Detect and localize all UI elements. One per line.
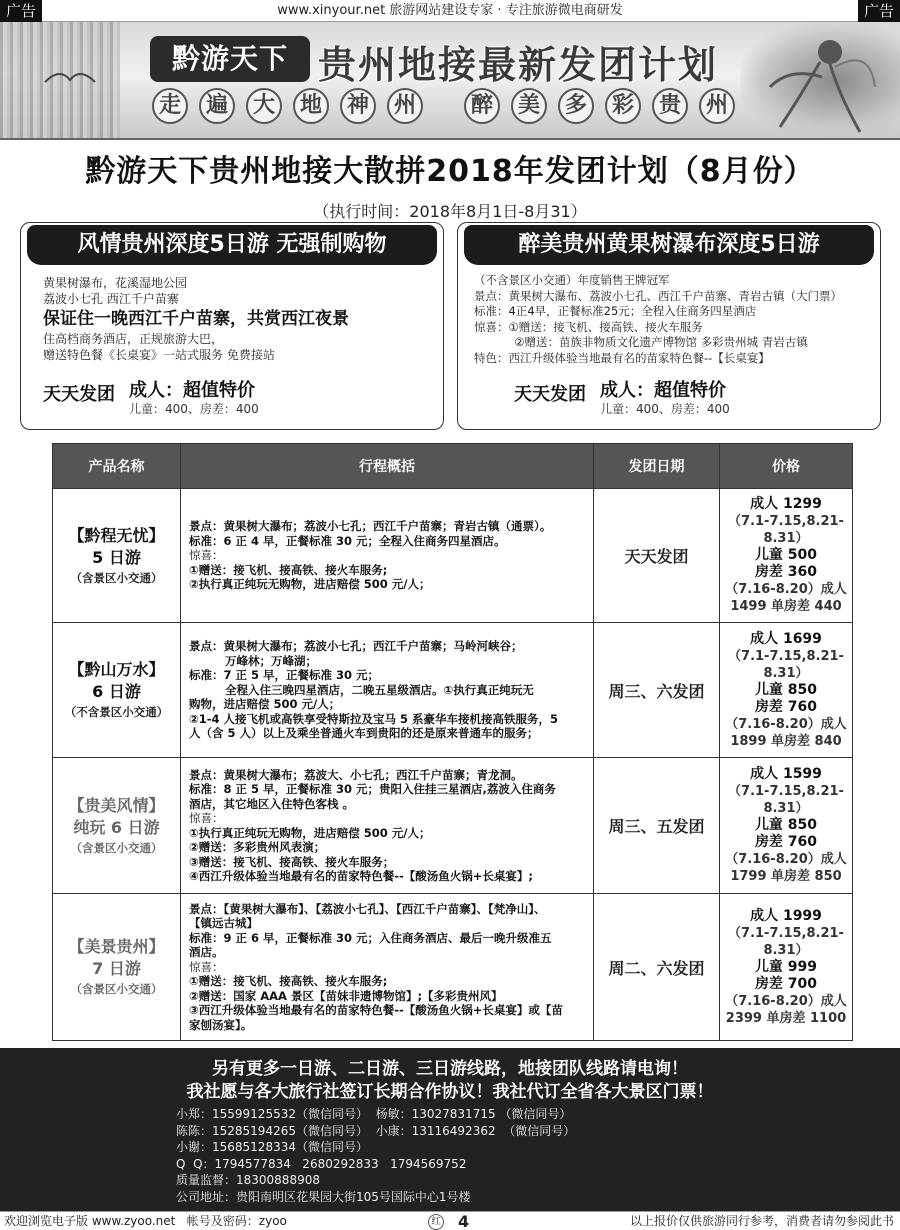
page-marker (428, 1213, 469, 1230)
promo-price-detail: 儿童：400、房差：400 (600, 402, 730, 416)
peak-price: （7.16-8.20）成人 1899 单房差 840 (725, 716, 847, 749)
promo-price: 成人：超值特价 (129, 380, 255, 401)
departure-date: 周三、六发团 (594, 623, 720, 758)
promo-price-detail: 儿童：400、房差：400 (129, 402, 259, 416)
departure-date: 周三、五发团 (594, 758, 720, 894)
itinerary-line: 购物，进店赔偿 500 元/人； (189, 697, 341, 712)
promo-line: 景点：黄果树大瀑布、荔波小七孔、西江千户苗寨、青岩古镇（大门票） (474, 288, 842, 303)
promo-line: 惊喜：①赠送：接飞机、接高铁、接火车服务 (474, 319, 703, 334)
itinerary-line: 全程入住三晚四星酒店，二晚五星级酒店。①执行真正纯玩无 (189, 682, 534, 697)
adult-price: 成人 1699 (750, 630, 822, 647)
product-days: 7 日游 (92, 959, 141, 978)
promo-line: 赠送特色餐《长桌宴》一站式服务 免费接站 (43, 348, 275, 362)
banner (0, 22, 900, 140)
top-bar-text: www.xinyour.net 旅游网站建设专家 · 专注旅游微电商研发 (277, 3, 623, 18)
promo-line: ②赠送：苗族非物质文化遗产博物馆 多彩贵州城 青岩古镇 (474, 335, 808, 349)
itinerary-line: 景点：黄果树大瀑布；荔波大、小七孔；西江千户苗寨；青龙洞。 (189, 767, 523, 782)
contact-line: 质量监督：18300888908 (176, 1173, 320, 1187)
contact-line: 陈陈：15285194265（微信同号） 小康：13116492362 （微信同号） (176, 1123, 576, 1138)
itinerary-line: 标准：7 正 5 早，正餐标准 30 元； (189, 668, 380, 683)
promo-line: 荔波小七孔 西江千户苗寨 (43, 292, 179, 306)
price-cell (720, 758, 853, 894)
slogan-char: 走 (152, 88, 188, 124)
bird-icon (40, 62, 100, 92)
adult-price: 成人 1599 (750, 766, 822, 782)
contact-line: 公司地址：贵阳南明区花果园大街105号国际中心1号楼 (176, 1189, 471, 1204)
tour-table (52, 443, 853, 1041)
column-header: 产品名称 (53, 444, 181, 489)
promo-body (474, 273, 870, 366)
contact-line: 小郑：15599125532（微信同号） 杨敏：13027831715 （微信同号） (176, 1107, 572, 1121)
column-header: 行程概括 (181, 444, 594, 489)
itinerary-line: ②1-4 人接飞机或高铁享受特斯拉及宝马 5 系豪华车接机接高铁服务，5 (189, 711, 559, 726)
itinerary-line: 万峰林；万峰湖； (189, 653, 318, 668)
product-cell (53, 758, 181, 894)
itinerary-line: ①赠送：接飞机、接高铁、接火车服务; (189, 974, 388, 989)
price-period: （7.1-7.15,8.21-8.31） (728, 514, 844, 546)
itinerary-line: 惊喜： (189, 959, 224, 974)
itinerary-line: 景点：黄果树大瀑布；荔波小七孔；西江千户苗寨；马岭河峡谷； (189, 639, 523, 654)
slogan-char: 地 (293, 88, 329, 124)
itinerary-line: 人（含 5 人）以上及乘坐普通火车到贵阳的还是原来普通车的服务； (189, 726, 539, 741)
itinerary-line: ③西江升级体验当地最有名的苗家特色餐--【酸汤鱼火锅+长桌宴】或【苗 (189, 1003, 563, 1018)
footer-announcement (0, 1058, 900, 1104)
banner-title: 贵州地接最新发团计划 (318, 43, 719, 87)
room-price: 房差 760 (754, 698, 818, 715)
product-name: 【美景贵州】 (68, 937, 165, 956)
promo-footer (514, 380, 730, 417)
peak-price: （7.16-8.20）成人 2399 单房差 1100 (725, 993, 847, 1026)
footer-line: 我社愿与各大旅行社签订长期合作协议！我社代订全省各大景区门票！ (186, 1082, 714, 1102)
itinerary-cell (181, 758, 594, 894)
itinerary-line: 酒店，其它地区入住特色客栈 。 (189, 796, 355, 811)
promo-line: 特色：西江升级体验当地最有名的苗家特色餐--【长桌宴】 (474, 350, 770, 365)
departure-frequency: 天天发团 (514, 384, 586, 405)
itinerary-line: ①赠送：接飞机、接高铁、接火车服务; (189, 562, 388, 577)
promo-footer (43, 380, 259, 417)
contact-list (176, 1106, 575, 1205)
footer-line: 另有更多一日游、二日游、三日游线路，地接团队线路请电询！ (212, 1059, 688, 1079)
promo-price: 成人：超值特价 (600, 380, 726, 401)
itinerary-line: ④西江升级体验当地最有名的苗家特色餐--【酸汤鱼火锅+长桌宴】; (189, 869, 534, 883)
table-row (53, 489, 853, 623)
promo-line: 黄果树瀑布，花溪湿地公园 (43, 276, 188, 290)
child-price: 儿童 999 (754, 958, 818, 975)
table-row (53, 623, 853, 758)
page-number: 4 (458, 1212, 470, 1230)
itinerary-line: 景点：【黄果树大瀑布】、【荔波小七孔】、【西江千户苗寨】、【梵净山】、 (189, 901, 546, 916)
product-note: （含景区小交通） (70, 570, 163, 585)
product-note: （含景区小交通） (70, 982, 163, 996)
product-cell (53, 489, 181, 623)
itinerary-line: 酒店。 (189, 945, 224, 960)
room-price: 房差 360 (754, 564, 818, 580)
itinerary-cell (181, 489, 594, 623)
price-period: （7.1-7.15,8.21-8.31） (728, 784, 844, 816)
price-cell (720, 623, 853, 758)
product-cell (53, 623, 181, 758)
itinerary-line: 家刨汤宴】。 (189, 1017, 253, 1032)
table-header-row (53, 444, 853, 489)
slogan-char: 遍 (199, 88, 235, 124)
bottom-bar (0, 1211, 900, 1230)
contact-line: Q Q：1794577834 2680292833 1794569752 (176, 1156, 467, 1171)
promo-line: 住高档商务酒店，正规旅游大巴， (43, 332, 224, 346)
fairy-figure-icon (760, 27, 880, 137)
itinerary-line: ③赠送：接飞机、接高铁、接火车服务； (189, 854, 395, 869)
column-header: 价格 (720, 444, 853, 489)
disclaimer: 以上报价仅供旅游同行参考，消费者请勿参阅此书 (629, 1214, 894, 1228)
slogan-char: 美 (511, 88, 547, 124)
room-price: 房差 760 (754, 834, 818, 850)
itinerary-line: 标准：6 正 4 早，正餐标准 30 元；全程入住商务四星酒店。 (189, 533, 506, 548)
departure-date: 周二、六发团 (594, 894, 720, 1041)
footer (0, 1048, 900, 1211)
slogan-char: 神 (340, 88, 376, 124)
product-days: 纯玩 6 日游 (73, 817, 160, 837)
slogan-char: 州 (387, 88, 423, 124)
product-name: 【黔山万水】 (68, 660, 165, 679)
slogan-char: 贵 (652, 88, 688, 124)
ad-tag-left: 广告 (0, 0, 42, 22)
itinerary-line: 标准：8 正 5 早，正餐标准 30 元；贵阳入住挂三星酒店,荔波入住商务 (189, 782, 556, 796)
brand-logo: 黔游天下 (150, 36, 310, 82)
product-days: 5 日游 (92, 547, 141, 567)
promo-body (43, 275, 433, 363)
promo-card-right (457, 222, 881, 430)
itinerary-line: 标准：9 正 6 早，正餐标准 30 元；入住商务酒店、最后一晚升级准五 (189, 930, 552, 945)
itinerary-line: ②赠送：多彩贵州风表演； (189, 840, 326, 854)
itinerary-line: 【镇远古城】 (189, 916, 258, 931)
itinerary-line: 惊喜： (189, 548, 224, 563)
slogan-char: 彩 (605, 88, 641, 124)
table-row (53, 894, 853, 1041)
product-note: （含景区小交通） (70, 840, 163, 855)
itinerary-line: ①执行真正纯玩无购物，进店赔偿 500 元/人； (189, 825, 431, 840)
price-period: （7.1-7.15,8.21-8.31） (728, 925, 844, 958)
contact-line: 小谢：15685128334（微信同号） (176, 1140, 368, 1154)
adult-price: 成人 1299 (750, 496, 822, 512)
product-days: 6 日游 (92, 682, 141, 701)
slogan-char: 醉 (464, 88, 500, 124)
room-price: 房差 700 (754, 975, 818, 992)
product-note: （不含景区小交通） (64, 705, 169, 719)
itinerary-line: 惊喜： (189, 811, 224, 825)
promo-line: （不含景区小交通）年度销售王牌冠军 (474, 273, 670, 287)
slogan (152, 88, 746, 132)
departure-frequency: 天天发团 (43, 384, 115, 405)
price-cell (720, 489, 853, 623)
slogan-char: 多 (558, 88, 594, 124)
product-cell (53, 894, 181, 1041)
price-cell (720, 894, 853, 1041)
departure-date: 天天发团 (594, 489, 720, 623)
promo-line: 标准：4正4早，正餐标准25元；全程入住商务四星酒店 (474, 304, 757, 318)
execution-period: （执行时间：2018年8月1日-8月31） (313, 202, 587, 221)
promo-card-left (20, 222, 444, 430)
top-bar (0, 0, 900, 22)
product-name: 【贵美风情】 (68, 795, 165, 815)
ad-tag-right: 广告 (858, 0, 900, 22)
itinerary-cell (181, 623, 594, 758)
itinerary-line: 景点：黄果树大瀑布；荔波小七孔；西江千户苗寨；青岩古镇（通票）。 (189, 519, 552, 534)
promo-heading: 风情贵州深度5日游 无强制购物 (27, 225, 437, 265)
child-price: 儿童 850 (754, 817, 818, 833)
table-row (53, 758, 853, 894)
peak-price: （7.16-8.20）成人 1799 单房差 850 (725, 852, 847, 884)
adult-price: 成人 1999 (750, 907, 822, 924)
itinerary-line: ②执行真正纯玩无购物，进店赔偿 500 元/人； (189, 577, 431, 592)
section-badge: 红 (428, 1214, 444, 1230)
peak-price: （7.16-8.20）成人 1499 单房差 440 (725, 582, 847, 614)
price-period: （7.1-7.15,8.21-8.31） (728, 648, 844, 681)
child-price: 儿童 500 (754, 547, 818, 563)
page-title: 黔游天下贵州地接大散拼2018年发团计划（8月份） (85, 154, 815, 189)
child-price: 儿童 850 (754, 681, 818, 698)
product-name: 【黔程无忧】 (68, 525, 165, 545)
slogan-char: 大 (246, 88, 282, 124)
promo-highlight: 保证住一晚西江千户苗寨，共赏西江夜景 (43, 309, 349, 329)
promo-heading: 醉美贵州黄果树瀑布深度5日游 (464, 225, 874, 265)
itinerary-cell (181, 894, 594, 1041)
website-note: 欢迎浏览电子版 www.zyoo.net 帐号及密码：zyoo (4, 1214, 287, 1228)
column-header: 发团日期 (594, 444, 720, 489)
slogan-char: 州 (699, 88, 735, 124)
itinerary-line: ②赠送：国家 AAA 景区【苗妹非遗博物馆】;【多彩贵州风】 (189, 988, 503, 1003)
